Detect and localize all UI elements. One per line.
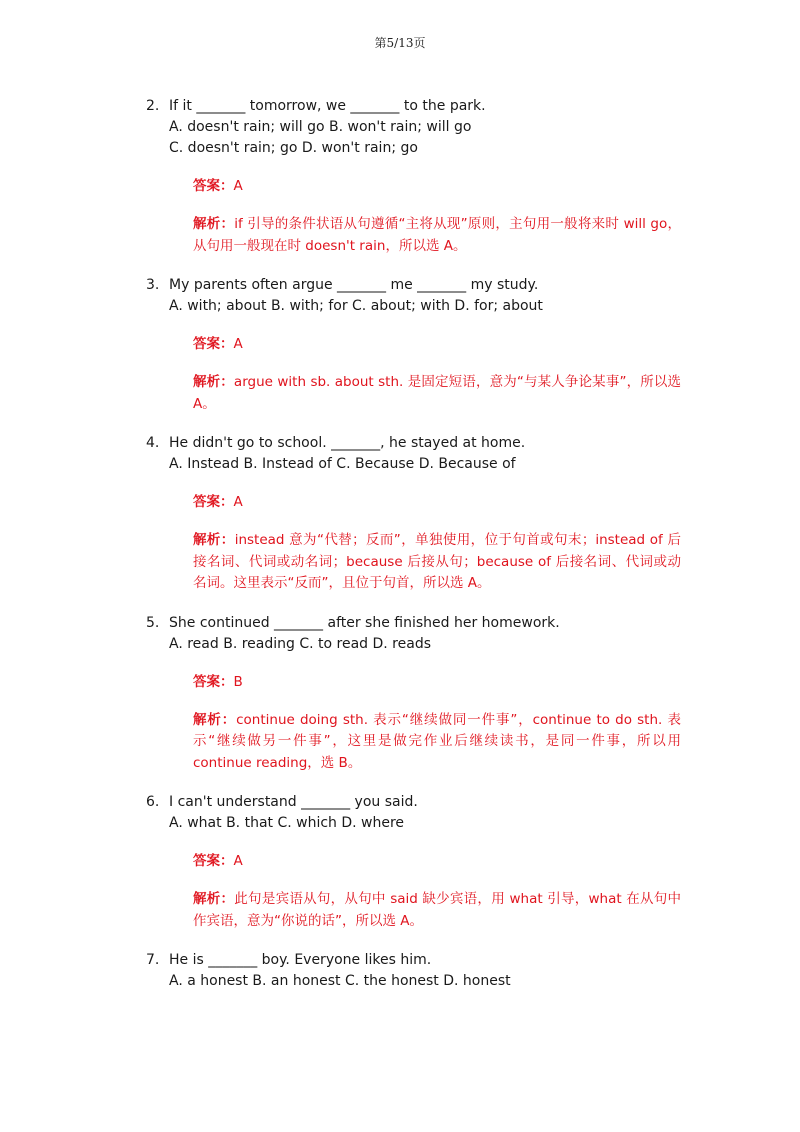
question-item [0,792,800,932]
question-options: C. doesn't rain; go D. won't rain; go [169,140,418,156]
analysis-text: 此句是宾语从句，从句中 said 缺少宾语，用 what 引导，what 在从句中作宾语，意为“你说的话”，所以选 A。 [193,891,682,929]
answer-value: A [233,494,243,510]
question-text: He is _______ boy. Everyone likes him. [169,952,432,968]
analysis-block [193,372,681,415]
answer-label: 答案： [193,853,234,869]
question-item [0,275,800,415]
answer-label: 答案： [193,673,234,690]
question-options: A. with; about B. with; for C. about; with D. for; about [169,298,543,314]
question-options: A. Instead B. Instead of C. Because D. Because of [169,456,516,472]
analysis-label: 解析： [193,532,235,548]
question-item [0,96,800,257]
question-text: He didn't go to school. _______, he stayed at home. [169,435,526,451]
answer-value: A [233,853,243,869]
analysis-text: instead 意为“代替；反而”，单独使用，位于句首或句末；instead of 后接名词、代词或动名词；because 后接从句；because of 后接名词、代词或动名词。这里表示“反而”，且位于句首，所以选 A。 [193,532,682,591]
question-number: 3. [146,277,160,293]
answer-label: 答案： [193,178,234,194]
analysis-label: 解析： [193,216,235,232]
analysis-block [193,710,681,775]
analysis-block [193,530,681,595]
analysis-block [193,214,681,257]
question-number: 6. [146,794,160,810]
question-number: 2. [146,98,160,114]
answer-label: 答案： [193,336,234,352]
question-number: 7. [146,952,160,968]
question-list [0,96,800,1010]
analysis-label: 解析： [193,711,237,728]
question-options: A. a honest B. an honest C. the honest D. honest [169,973,511,989]
question-item [0,433,800,595]
question-number: 4. [146,435,160,451]
analysis-label: 解析： [193,891,235,907]
question-options: A. doesn't rain; will go B. won't rain; will go [169,119,472,135]
answer-line [193,176,800,197]
question-number: 5. [146,614,160,631]
question-item [0,950,800,992]
answer-value: A [233,178,243,194]
page-indicator: 第5/13页 [374,36,426,50]
question-text: I can't understand _______ you said. [169,794,418,810]
answer-value: B [233,673,243,690]
question-text: If it _______ tomorrow, we _______ to the park. [169,98,486,114]
answer-label: 答案： [193,494,234,510]
answer-value: A [233,336,243,352]
question-options: A. read B. reading C. to read D. reads [169,635,432,652]
question-options: A. what B. that C. which D. where [169,815,405,831]
question-text: My parents often argue _______ me _______ my study. [169,277,539,293]
analysis-text: continue doing sth. 表示“继续做同一件事”，continue to do sth. 表示“继续做另一件事”，这里是做完作业后继续读书，是同一件事，所以用 continue reading，选 B。 [193,711,681,771]
question-item [0,613,800,775]
answer-line [193,851,800,872]
analysis-block [193,889,681,932]
analysis-text: argue with sb. about sth. 是固定短语，意为“与某人争论某事”，所以选 A。 [193,374,682,412]
analysis-label: 解析： [193,374,234,390]
answer-line [193,672,800,693]
question-text: She continued _______ after she finished her homework. [169,614,560,631]
answer-line [193,334,800,355]
answer-line [193,492,800,513]
analysis-text: if 引导的条件状语从句遵循“主将从现”原则，主句用一般将来时 will go，从句用一般现在时 doesn't rain，所以选 A。 [193,216,681,254]
